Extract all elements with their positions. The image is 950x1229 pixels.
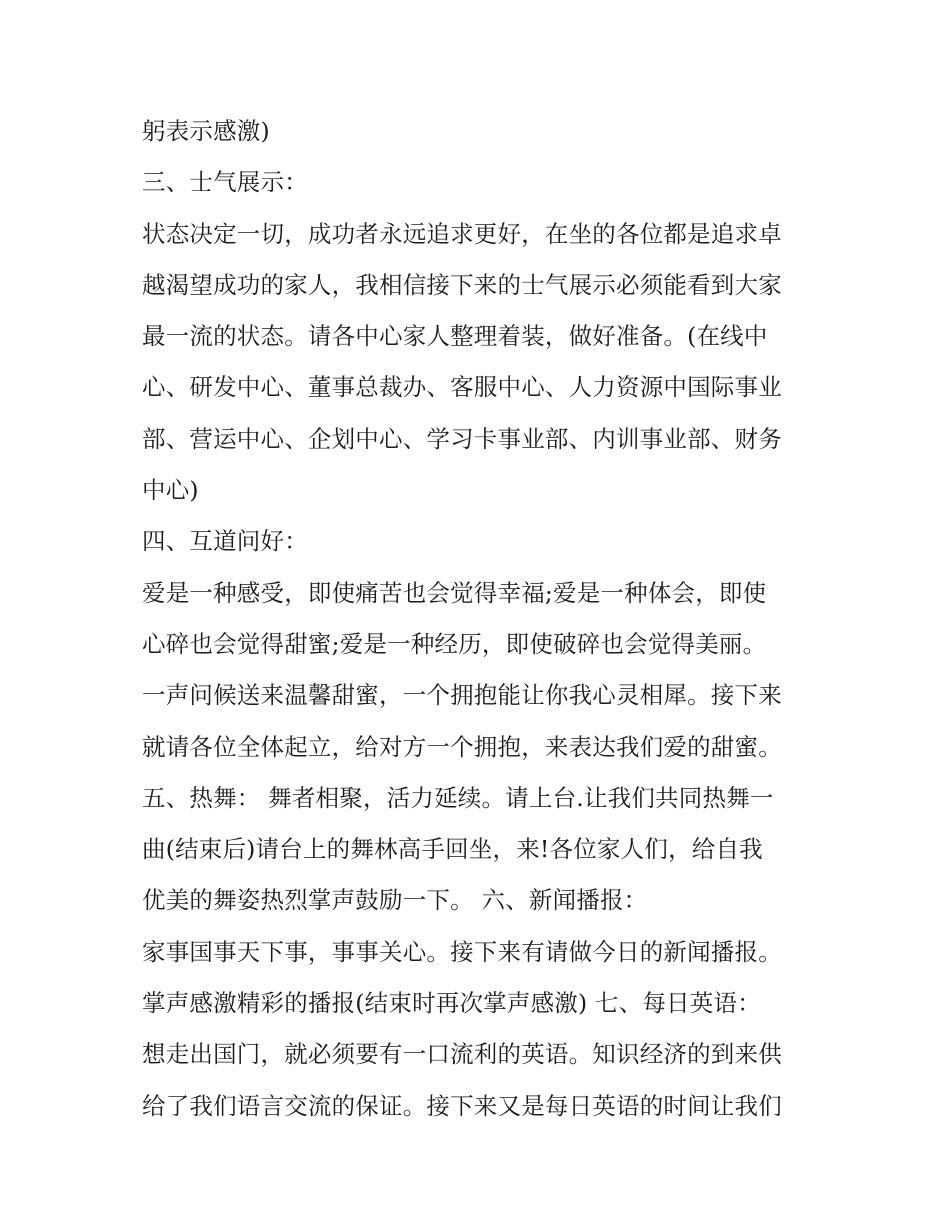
text-line: 心碎也会觉得甜蜜;爱是一种经历，即使破碎也会觉得美丽。	[142, 629, 767, 658]
text-line: 爱是一种感受，即使痛苦也会觉得幸福;爱是一种体会，即使	[142, 578, 767, 607]
text-line: 部、营运中心、企划中心、学习卡事业部、内训事业部、财务	[142, 424, 782, 453]
text-line: 想走出国门，就必须要有一口流利的英语。知识经济的到来供	[142, 1040, 782, 1069]
text-line: 状态决定一切，成功者永远追求更好，在坐的各位都是追求卓	[142, 219, 782, 248]
text-line: 就请各位全体起立，给对方一个拥抱，来表达我们爱的甜蜜。	[142, 732, 782, 761]
text-line: 掌声感激精彩的播报(结束时再次掌声感激) 七、每日英语：	[142, 989, 761, 1018]
text-line: 越渴望成功的家人，我相信接下来的士气展示必须能看到大家	[142, 270, 782, 299]
text-line: 给了我们语言交流的保证。接下来又是每日英语的时间让我们	[142, 1091, 782, 1120]
text-column	[142, 106, 822, 1132]
text-line: 躬表示感激)	[142, 117, 270, 145]
text-line: 家事国事天下事，事事关心。接下来有请做今日的新闻播报。	[142, 937, 782, 966]
section-heading-dance: 五、热舞： 舞者相聚，活力延续。请上台.让我们共同热舞一	[142, 783, 774, 812]
text-line: 一声问候送来温馨甜蜜，一个拥抱能让你我心灵相犀。接下来	[142, 681, 782, 710]
text-line: 优美的舞姿热烈掌声鼓励一下。 六、新闻播报：	[142, 886, 648, 915]
text-line: 最一流的状态。请各中心家人整理着装，做好准备。(在线中	[142, 322, 768, 351]
section-heading-greeting: 四、互道问好：	[142, 527, 308, 556]
text-line: 中心)	[142, 476, 199, 505]
text-line: 心、研发中心、董事总裁办、客服中心、人力资源中国际事业	[142, 373, 782, 402]
text-line: 曲(结束后)请台上的舞林高手回坐，来!各位家人们，给自我	[142, 835, 763, 864]
section-heading-morale: 三、士气展示：	[142, 168, 308, 197]
